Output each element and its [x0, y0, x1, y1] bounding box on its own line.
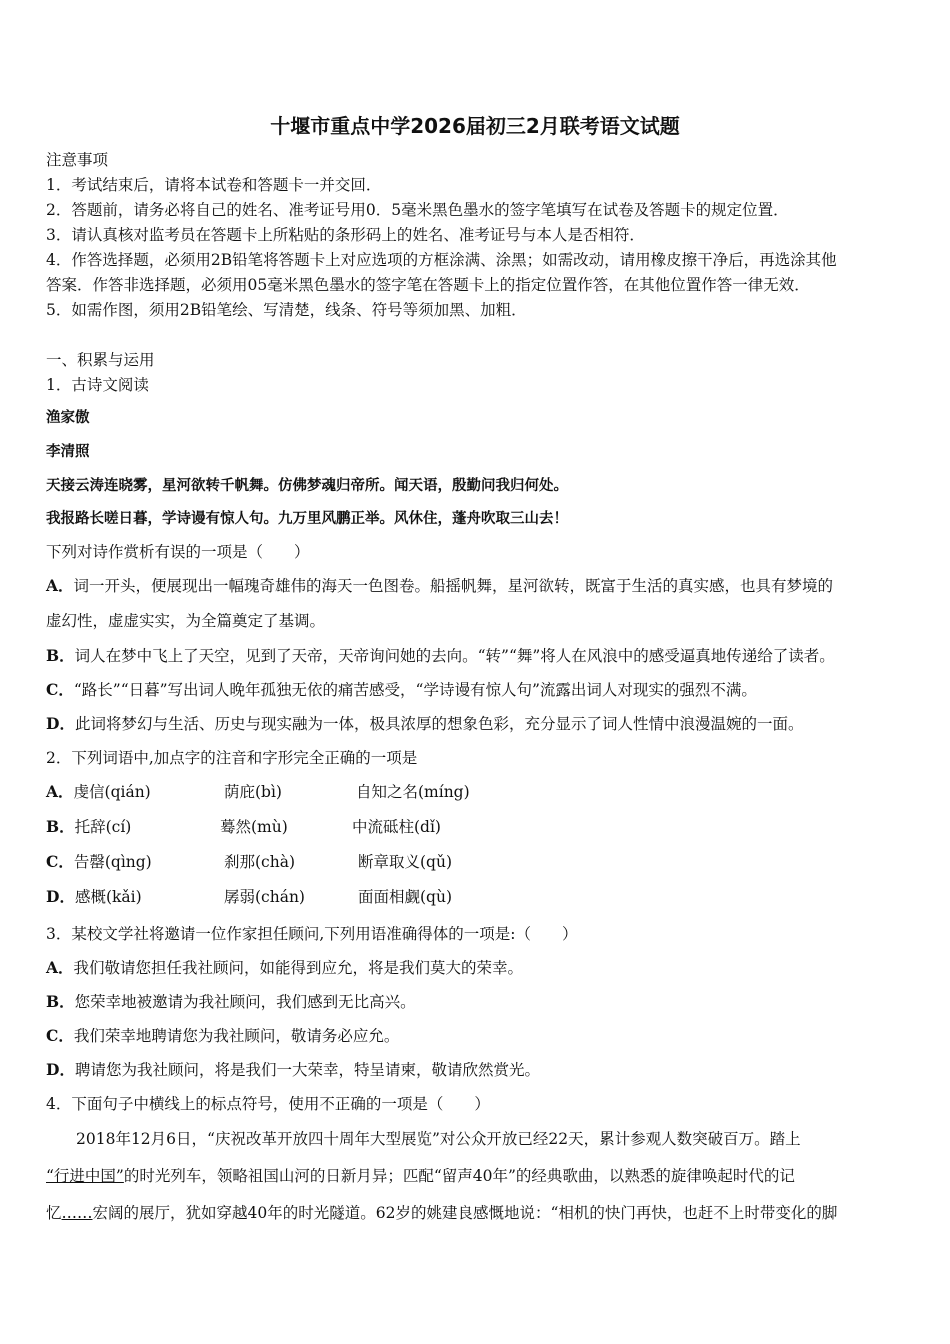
notice-item: 5．如需作图，须用2B铅笔绘、写清楚，线条、符号等须加黑、加粗．	[46, 301, 527, 319]
option-text: 我们荣幸地聘请您为我社顾问，敬请务必应允。	[73, 1027, 400, 1045]
option-text: 词人在梦中飞上了天空，见到了天帝，天帝询问她的去向。“转”“舞”将人在风浪中的感受逼真地传递给了读者。	[74, 647, 835, 665]
option	[46, 576, 833, 596]
question-4-stem: 4．下面句子中横线上的标点符号，使用不正确的一项是（ ）	[46, 1095, 490, 1113]
option	[46, 680, 757, 700]
notice-item: 2．答题前，请务必将自己的姓名、准考证号用0．5毫米黑色墨水的签字笔填写在试卷及答题卡的规定位置．	[46, 201, 789, 219]
underlined-text: ……	[61, 1204, 93, 1222]
option-text: 词一开头，便展现出一幅瑰奇雄伟的海天一色图卷。船摇帆舞，星河欲转，既富于生活的真实感，也具有梦境的	[73, 577, 834, 595]
question-2-stem: 2．下列词语中,加点字的注音和字形完全正确的一项是	[46, 749, 418, 767]
option	[46, 782, 646, 802]
option-label: D．	[46, 714, 75, 733]
section-heading: 一、积累与运用	[46, 351, 155, 369]
option-label: B．	[46, 646, 75, 665]
poem-title: 渔家傲	[46, 409, 90, 426]
option-word: 面面相觑(qù)	[358, 888, 452, 906]
option-word: 自知之名(míng)	[356, 783, 470, 801]
option-label: B．	[46, 992, 75, 1011]
option-word: 刹那(chà)	[224, 853, 295, 871]
underlined-text: “行进中国”	[46, 1167, 124, 1185]
option-word: 告罄(qìng)	[73, 853, 152, 871]
option-word: 托辞(cí)	[74, 818, 132, 836]
option	[46, 1060, 540, 1080]
option-label: B．	[46, 817, 75, 836]
option-text: 我们敬请您担任我社顾问，如能得到应允，将是我们莫大的荣幸。	[73, 959, 524, 977]
notice-item: 1．考试结束后，请将本试卷和答题卡一并交回．	[46, 176, 382, 194]
option	[46, 817, 646, 837]
option-label: A．	[46, 958, 74, 977]
notice-heading: 注意事项	[46, 151, 109, 169]
passage-line	[46, 1166, 795, 1186]
option-text: 虚幻性，虚虚实实，为全篇奠定了基调。	[46, 612, 326, 630]
option-text: 此词将梦幻与生活、历史与现实融为一体，极具浓厚的想象色彩，充分显示了词人性情中浪漫温婉的一面。	[74, 715, 804, 733]
option-word: 孱弱(chán)	[224, 888, 305, 906]
question-3-stem: 3．某校文学社将邀请一位作家担任顾问,下列用语准确得体的一项是:（ ）	[46, 925, 578, 943]
passage-text: 的时光列车，领略祖国山河的日新月异；匹配“留声40年”的经典歌曲，以熟悉的旋律唤起时代的记	[123, 1167, 795, 1185]
passage-line	[46, 1203, 837, 1223]
option-word: 荫庇(bì)	[224, 783, 282, 801]
question-1-prompt: 下列对诗作赏析有误的一项是（ ）	[46, 543, 310, 561]
option-label: A．	[46, 576, 74, 595]
option-label: A．	[46, 782, 74, 801]
question-1-stem: 1．古诗文阅读	[46, 376, 149, 394]
option-text: “路长”“日暮”写出词人晚年孤独无依的痛苦感受，“学诗谩有惊人句”流露出词人对现实的强烈不满。	[73, 681, 757, 699]
passage-text: 忆	[46, 1204, 62, 1222]
poem-line: 我报路长嗟日暮，学诗谩有惊人句。九万里风鹏正举。风休住，蓬舟吹取三山去！	[46, 510, 568, 527]
poem-author: 李清照	[46, 443, 90, 460]
notice-item: 4．作答选择题，必须用2B铅笔将答题卡上对应选项的方框涂满、涂黑；如需改动，请用橡皮擦干净后，再选涂其他	[46, 251, 837, 269]
option	[46, 714, 803, 734]
notice-item: 3．请认真核对监考员在答题卡上所粘贴的条形码上的姓名、准考证号与本人是否相符．	[46, 226, 645, 244]
page-title: 十堰市重点中学2026届初三2月联考语文试题	[270, 114, 680, 138]
option-label: C．	[46, 1026, 74, 1045]
option-label: C．	[46, 852, 74, 871]
option	[46, 992, 416, 1012]
option-text: 聘请您为我社顾问，将是我们一大荣幸，特呈请柬，敬请欣然赏光。	[74, 1061, 540, 1079]
option	[46, 852, 646, 872]
passage-text: 宏阔的展厅，犹如穿越40年的时光隧道。62岁的姚建良感慨地说：“相机的快门再快，也赶不上时带变化的脚	[92, 1204, 838, 1222]
option-word: 断章取义(qǔ)	[358, 853, 452, 871]
poem-line: 天接云涛连晓雾，星河欲转千帆舞。仿佛梦魂归帝所。闻天语，殷勤问我归何处。	[46, 477, 568, 494]
passage-line: 2018年12月6日，“庆祝改革开放四十周年大型展览”对公众开放已经22天，累计参观人数突破百万。踏上	[76, 1130, 801, 1148]
option-word: 虔信(qián)	[73, 783, 151, 801]
option	[46, 1026, 399, 1046]
option	[46, 646, 835, 666]
option-word: 感概(kǎi)	[74, 888, 142, 906]
option	[46, 887, 646, 907]
option-label: D．	[46, 887, 75, 906]
option-word: 中流砥柱(dǐ)	[352, 818, 441, 836]
notice-item: 答案．作答非选择题，必须用05毫米黑色墨水的签字笔在答题卡上的指定位置作答，在其他位置作答一律无效．	[46, 276, 810, 294]
option-label: C．	[46, 680, 74, 699]
option-word: 蓦然(mù)	[220, 818, 288, 836]
option-continued	[46, 611, 325, 631]
option-text: 您荣幸地被邀请为我社顾问，我们感到无比高兴。	[74, 993, 416, 1011]
option	[46, 958, 523, 978]
option-label: D．	[46, 1060, 75, 1079]
